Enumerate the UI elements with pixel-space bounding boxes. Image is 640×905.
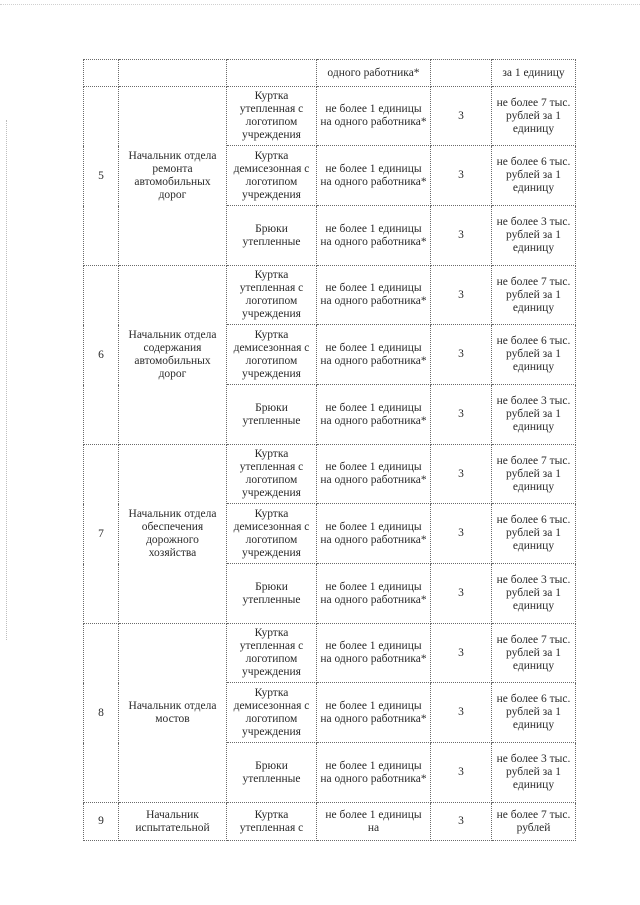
- cost-cell: не более 6 тыс. рублей за 1 единицу: [492, 146, 576, 206]
- term-cell: 3: [431, 683, 492, 743]
- cost-cell: не более 7 тыс. рублей за 1 единицу: [492, 266, 576, 325]
- item-name-cell: Куртка утепленная с логотипом учреждения: [227, 445, 317, 504]
- cost-cell: за 1 единицу: [492, 60, 576, 87]
- table-row: [84, 445, 576, 504]
- norm-cell: не более 1 единицы на одного работника*: [317, 385, 431, 445]
- cost-cell: не более 6 тыс. рублей за 1 единицу: [492, 683, 576, 743]
- cost-cell: не более 3 тыс. рублей за 1 единицу: [492, 385, 576, 445]
- uniform-norms-table: [83, 59, 576, 841]
- item-name-cell: Куртка демисезонная с логотипом учреждения: [227, 325, 317, 385]
- cost-cell: не более 7 тыс. рублей за 1 единицу: [492, 445, 576, 504]
- cost-cell: не более 6 тыс. рублей за 1 единицу: [492, 504, 576, 564]
- cost-cell: не более 3 тыс. рублей за 1 единицу: [492, 743, 576, 803]
- norm-cell: не более 1 единицы на: [317, 803, 431, 841]
- norm-cell: не более 1 единицы на одного работника*: [317, 146, 431, 206]
- cost-cell: не более 3 тыс. рублей за 1 единицу: [492, 564, 576, 624]
- term-cell: [431, 60, 492, 87]
- term-cell: 3: [431, 445, 492, 504]
- norm-cell: не более 1 единицы на одного работника*: [317, 325, 431, 385]
- norm-cell: не более 1 единицы на одного работника*: [317, 743, 431, 803]
- table-row: [84, 624, 576, 683]
- cost-cell: не более 3 тыс. рублей за 1 единицу: [492, 206, 576, 266]
- table-row: [84, 266, 576, 325]
- item-name-cell: Куртка утепленная с логотипом учреждения: [227, 266, 317, 325]
- item-name-cell: Куртка демисезонная с логотипом учреждения: [227, 504, 317, 564]
- term-cell: 3: [431, 504, 492, 564]
- item-name-cell: Куртка демисезонная с логотипом учреждения: [227, 146, 317, 206]
- position-cell: [119, 60, 227, 87]
- term-cell: 3: [431, 206, 492, 266]
- number-cell: 6: [84, 266, 119, 445]
- item-name-cell: Брюки утепленные: [227, 743, 317, 803]
- term-cell: 3: [431, 146, 492, 206]
- norm-cell: не более 1 единицы на одного работника*: [317, 206, 431, 266]
- item-name-cell: Куртка утепленная с логотипом учреждения: [227, 87, 317, 146]
- term-cell: 3: [431, 743, 492, 803]
- term-cell: 3: [431, 624, 492, 683]
- norm-cell: не более 1 единицы на одного работника*: [317, 683, 431, 743]
- norm-cell: не более 1 единицы на одного работника*: [317, 266, 431, 325]
- number-cell: 9: [84, 803, 119, 841]
- item-name-cell: Брюки утепленные: [227, 206, 317, 266]
- table-row: [84, 803, 576, 841]
- position-cell: Начальник отдела обеспечения дорожного хозяйства: [119, 445, 227, 624]
- norm-cell: не более 1 единицы на одного работника*: [317, 564, 431, 624]
- term-cell: 3: [431, 564, 492, 624]
- scan-edge-top: [0, 4, 640, 6]
- number-cell: 8: [84, 624, 119, 803]
- item-name-cell: Брюки утепленные: [227, 564, 317, 624]
- item-name-cell: Куртка утепленная с логотипом учреждения: [227, 624, 317, 683]
- number-cell: [84, 60, 119, 87]
- item-name-cell: [227, 60, 317, 87]
- item-name-cell: Куртка демисезонная с логотипом учреждения: [227, 683, 317, 743]
- number-cell: 5: [84, 87, 119, 266]
- cost-cell: не более 7 тыс. рублей за 1 единицу: [492, 87, 576, 146]
- norm-cell: не более 1 единицы на одного работника*: [317, 504, 431, 564]
- position-cell: Начальник отдела ремонта автомобильных дорог: [119, 87, 227, 266]
- cost-cell: не более 6 тыс. рублей за 1 единицу: [492, 325, 576, 385]
- table-row-continued: [84, 60, 576, 87]
- term-cell: 3: [431, 385, 492, 445]
- norm-cell: одного работника*: [317, 60, 431, 87]
- cost-cell: не более 7 тыс. рублей за 1 единицу: [492, 624, 576, 683]
- item-name-cell: Куртка утепленная с: [227, 803, 317, 841]
- number-cell: 7: [84, 445, 119, 624]
- norm-cell: не более 1 единицы на одного работника*: [317, 445, 431, 504]
- term-cell: 3: [431, 325, 492, 385]
- position-cell: Начальник отдела содержания автомобильных дорог: [119, 266, 227, 445]
- position-cell: Начальник испытательной: [119, 803, 227, 841]
- norm-cell: не более 1 единицы на одного работника*: [317, 87, 431, 146]
- term-cell: 3: [431, 87, 492, 146]
- term-cell: 3: [431, 266, 492, 325]
- term-cell: 3: [431, 803, 492, 841]
- position-cell: Начальник отдела мостов: [119, 624, 227, 803]
- item-name-cell: Брюки утепленные: [227, 385, 317, 445]
- scan-edge-left: [6, 120, 8, 640]
- cost-cell: не более 7 тыс. рублей: [492, 803, 576, 841]
- norm-cell: не более 1 единицы на одного работника*: [317, 624, 431, 683]
- table-row: [84, 87, 576, 146]
